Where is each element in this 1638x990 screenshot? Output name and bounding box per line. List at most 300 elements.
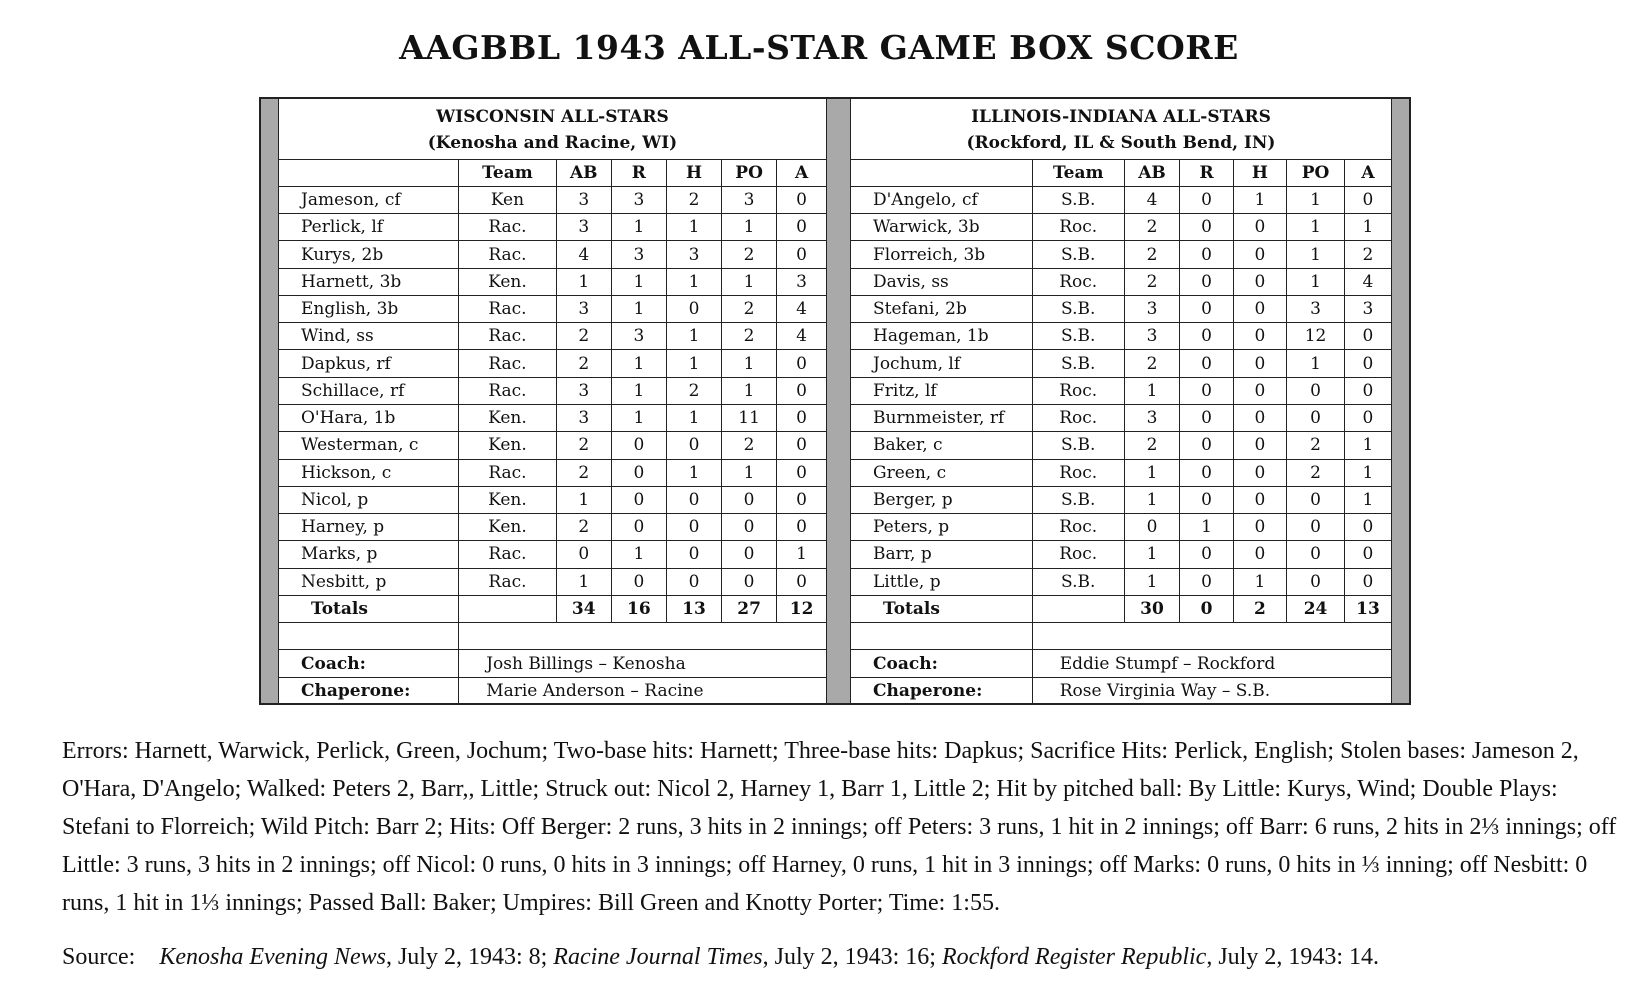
player-h: 0 [1233, 486, 1286, 513]
player-ab: 1 [556, 486, 611, 513]
player-name: Baker, c [851, 432, 1033, 459]
player-r: 1 [611, 214, 666, 241]
player-name: Berger, p [851, 486, 1033, 513]
player-ab: 2 [556, 459, 611, 486]
player-team: Roc. [1032, 459, 1124, 486]
player-ab: 3 [556, 214, 611, 241]
blank-label [851, 623, 1033, 650]
player-h: 0 [1233, 323, 1286, 350]
player-ab: 0 [1124, 514, 1180, 541]
player-ab: 3 [1124, 295, 1180, 322]
player-ab: 2 [556, 514, 611, 541]
player-r: 0 [1180, 268, 1233, 295]
player-a: 3 [777, 268, 827, 295]
player-h: 1 [666, 214, 721, 241]
player-h: 3 [666, 241, 721, 268]
player-row [279, 541, 827, 568]
chaperone-label: Chaperone: [279, 677, 459, 704]
player-name: Wind, ss [279, 323, 459, 350]
player-team: Rac. [459, 214, 557, 241]
player-name: Peters, p [851, 514, 1033, 541]
totals-r: 0 [1180, 595, 1233, 622]
player-po: 0 [722, 568, 777, 595]
blank-cell [1032, 623, 1391, 650]
player-r: 0 [1180, 432, 1233, 459]
player-ab: 4 [556, 241, 611, 268]
player-po: 1 [1287, 241, 1345, 268]
player-r: 0 [1180, 214, 1233, 241]
player-a: 0 [1344, 514, 1391, 541]
player-h: 0 [1233, 377, 1286, 404]
team-subtitle: (Rockford, IL & South Bend, IN) [966, 133, 1276, 154]
player-h: 0 [1233, 214, 1286, 241]
player-row [279, 268, 827, 295]
player-team: Rac. [459, 323, 557, 350]
left-gray-bar [259, 97, 278, 705]
player-row [279, 568, 827, 595]
player-h: 0 [1233, 541, 1286, 568]
player-name: Barr, p [851, 541, 1033, 568]
player-name: Nicol, p [279, 486, 459, 513]
totals-team [1032, 595, 1124, 622]
player-r: 0 [611, 568, 666, 595]
illinois-box-score [850, 97, 1392, 705]
player-team: Ken. [459, 404, 557, 431]
player-a: 1 [1344, 486, 1391, 513]
totals-row [851, 595, 1392, 622]
player-po: 1 [1287, 350, 1345, 377]
player-name: Stefani, 2b [851, 295, 1033, 322]
player-team: Ken. [459, 514, 557, 541]
player-h: 0 [1233, 404, 1286, 431]
player-team: Rac. [459, 459, 557, 486]
player-h: 1 [666, 268, 721, 295]
player-row [279, 295, 827, 322]
player-r: 0 [1180, 404, 1233, 431]
player-ab: 2 [556, 350, 611, 377]
column-header-team: Team [1032, 159, 1124, 186]
player-row [851, 377, 1392, 404]
player-row [279, 432, 827, 459]
totals-r: 16 [611, 595, 666, 622]
illinois-table [850, 97, 1392, 705]
totals-row [279, 595, 827, 622]
totals-team [459, 595, 557, 622]
player-name: Kurys, 2b [279, 241, 459, 268]
player-row [851, 459, 1392, 486]
player-ab: 2 [1124, 268, 1180, 295]
player-name: Hickson, c [279, 459, 459, 486]
player-row [851, 432, 1392, 459]
player-team: Roc. [1032, 404, 1124, 431]
team-name: WISCONSIN ALL-STARS [436, 107, 669, 128]
column-header-a: A [1344, 159, 1391, 186]
player-ab: 1 [1124, 568, 1180, 595]
player-a: 0 [777, 514, 827, 541]
player-r: 1 [611, 404, 666, 431]
player-h: 0 [1233, 241, 1286, 268]
player-a: 0 [777, 459, 827, 486]
player-h: 0 [1233, 295, 1286, 322]
player-team: Rac. [459, 241, 557, 268]
player-row [851, 514, 1392, 541]
player-a: 0 [1344, 323, 1391, 350]
player-row [851, 241, 1392, 268]
player-name: English, 3b [279, 295, 459, 322]
player-name: Schillace, rf [279, 377, 459, 404]
player-r: 1 [611, 541, 666, 568]
totals-label: Totals [851, 595, 1033, 622]
player-ab: 2 [1124, 214, 1180, 241]
player-h: 0 [666, 514, 721, 541]
player-po: 2 [1287, 432, 1345, 459]
player-row [851, 214, 1392, 241]
player-row [851, 486, 1392, 513]
player-po: 2 [722, 323, 777, 350]
column-header-po: PO [722, 159, 777, 186]
column-header-r: R [1180, 159, 1233, 186]
player-a: 1 [777, 541, 827, 568]
player-name: Warwick, 3b [851, 214, 1033, 241]
wisconsin-table [278, 97, 827, 705]
player-team: Ken. [459, 268, 557, 295]
player-po: 2 [722, 241, 777, 268]
player-r: 0 [1180, 295, 1233, 322]
player-row [279, 214, 827, 241]
column-header-ab: AB [1124, 159, 1180, 186]
player-h: 1 [666, 323, 721, 350]
player-r: 0 [1180, 459, 1233, 486]
player-name: Marks, p [279, 541, 459, 568]
totals-po: 24 [1287, 595, 1345, 622]
player-row [279, 377, 827, 404]
player-r: 0 [1180, 323, 1233, 350]
player-name: Florreich, 3b [851, 241, 1033, 268]
player-name: Dapkus, rf [279, 350, 459, 377]
player-row [279, 459, 827, 486]
player-row [279, 323, 827, 350]
player-a: 0 [777, 377, 827, 404]
source-line [62, 940, 1622, 974]
blank-label [279, 623, 459, 650]
player-ab: 3 [556, 295, 611, 322]
player-h: 1 [666, 350, 721, 377]
player-a: 0 [777, 214, 827, 241]
player-team: Rac. [459, 541, 557, 568]
player-a: 0 [777, 241, 827, 268]
player-h: 1 [666, 459, 721, 486]
player-r: 3 [611, 186, 666, 213]
player-po: 1 [1287, 214, 1345, 241]
player-r: 1 [611, 268, 666, 295]
player-r: 1 [611, 295, 666, 322]
player-team: Roc. [1032, 541, 1124, 568]
blank-cell [459, 623, 827, 650]
player-r: 0 [1180, 186, 1233, 213]
player-team: S.B. [1032, 486, 1124, 513]
player-team: S.B. [1032, 186, 1124, 213]
team-header [279, 98, 827, 160]
player-r: 3 [611, 323, 666, 350]
player-ab: 2 [556, 432, 611, 459]
player-ab: 3 [556, 186, 611, 213]
player-name: Burnmeister, rf [851, 404, 1033, 431]
player-po: 0 [1287, 404, 1345, 431]
column-header-h: H [666, 159, 721, 186]
player-r: 0 [611, 432, 666, 459]
player-row [279, 350, 827, 377]
player-ab: 3 [1124, 323, 1180, 350]
player-team: Rac. [459, 377, 557, 404]
player-h: 2 [666, 186, 721, 213]
player-ab: 1 [1124, 377, 1180, 404]
player-team: S.B. [1032, 241, 1124, 268]
player-h: 0 [1233, 459, 1286, 486]
player-ab: 2 [1124, 241, 1180, 268]
player-row [279, 404, 827, 431]
player-a: 0 [1344, 404, 1391, 431]
column-header-po: PO [1287, 159, 1345, 186]
player-h: 0 [666, 568, 721, 595]
chaperone-name: Rose Virginia Way – S.B. [1032, 677, 1391, 704]
player-po: 11 [722, 404, 777, 431]
player-r: 0 [1180, 541, 1233, 568]
player-a: 2 [1344, 241, 1391, 268]
player-r: 0 [611, 486, 666, 513]
chaperone-label: Chaperone: [851, 677, 1033, 704]
player-po: 12 [1287, 323, 1345, 350]
player-row [851, 295, 1392, 322]
player-r: 0 [1180, 486, 1233, 513]
player-team: Rac. [459, 568, 557, 595]
player-row [279, 486, 827, 513]
player-ab: 1 [556, 568, 611, 595]
player-po: 1 [1287, 186, 1345, 213]
player-a: 0 [1344, 568, 1391, 595]
player-a: 0 [777, 568, 827, 595]
box-score [259, 97, 1411, 705]
page-title: AAGBBL 1943 ALL-STAR GAME BOX SCORE [399, 28, 1239, 67]
player-team: Roc. [1032, 377, 1124, 404]
player-name: Nesbitt, p [279, 568, 459, 595]
player-r: 0 [1180, 377, 1233, 404]
player-ab: 3 [556, 404, 611, 431]
player-h: 0 [666, 541, 721, 568]
player-h: 2 [666, 377, 721, 404]
player-name: O'Hara, 1b [279, 404, 459, 431]
player-po: 0 [722, 486, 777, 513]
source-detail-2: , July 2, 1943: 16; [762, 944, 942, 970]
player-h: 0 [1233, 268, 1286, 295]
player-team: S.B. [1032, 350, 1124, 377]
player-team: S.B. [1032, 323, 1124, 350]
player-r: 3 [611, 241, 666, 268]
player-row [851, 568, 1392, 595]
player-po: 1 [722, 377, 777, 404]
player-r: 0 [1180, 350, 1233, 377]
player-a: 0 [777, 404, 827, 431]
source-detail-3: , July 2, 1943: 14. [1206, 944, 1380, 970]
player-r: 0 [1180, 568, 1233, 595]
source-title-3: Rockford Register Republic [941, 944, 1207, 970]
player-name: Harney, p [279, 514, 459, 541]
player-name: Little, p [851, 568, 1033, 595]
column-header-ab: AB [556, 159, 611, 186]
player-r: 0 [1180, 241, 1233, 268]
right-gray-bar [1392, 97, 1411, 705]
player-ab: 0 [556, 541, 611, 568]
player-team: Ken [459, 186, 557, 213]
center-gray-bar [827, 97, 850, 705]
player-name: Perlick, lf [279, 214, 459, 241]
player-ab: 2 [1124, 350, 1180, 377]
player-row [851, 268, 1392, 295]
player-r: 1 [1180, 514, 1233, 541]
player-h: 0 [1233, 432, 1286, 459]
player-po: 0 [1287, 568, 1345, 595]
player-h: 1 [1233, 186, 1286, 213]
player-name: Green, c [851, 459, 1033, 486]
player-team: Ken. [459, 432, 557, 459]
source-detail-1: , July 2, 1943: 8; [385, 944, 554, 970]
player-a: 4 [777, 323, 827, 350]
player-h: 1 [1233, 568, 1286, 595]
totals-a: 12 [777, 595, 827, 622]
player-po: 2 [1287, 459, 1345, 486]
team-name: ILLINOIS-INDIANA ALL-STARS [971, 107, 1271, 128]
player-h: 1 [666, 404, 721, 431]
game-notes: Errors: Harnett, Warwick, Perlick, Green, Jochum; Two-base hits: Harnett; Three-base hits: Dapkus; Sacrifice Hits: Perlick, English; Stolen bases: Jameson 2, O'Hara, D'Angelo; Walked: Peters 2, Barr,, Little; Struck out: Nicol 2, Harney 1, Barr 1, Little 2; Hit by pitched ball: By Little: Kurys, Wind; Double Plays: Stefani to Florreich; Wild Pitch: Barr 2; Hits: Off Berger: 2 runs, 3 hits in 2 innings; off Peters: 3 runs, 1 hit in 2 innings; off Barr: 6 runs, 2 hits in 2⅓ innings; off Little: 3 runs, 3 hits in 2 innings; off Nicol: 0 runs, 0 hits in 3 innings; off Harney, 0 runs, 1 hit in 3 innings; off Marks: 0 runs, 0 hits in ⅓ inning; off Nesbitt: 0 runs, 1 hit in 1⅓ innings; Passed Ball: Baker; Umpires: Bill Green and Knotty Porter; Time: 1:55. [62, 738, 1617, 916]
player-po: 0 [1287, 377, 1345, 404]
player-team: Ken. [459, 486, 557, 513]
player-a: 1 [1344, 432, 1391, 459]
player-row [851, 186, 1392, 213]
totals-a: 13 [1344, 595, 1391, 622]
column-header-player [279, 159, 459, 186]
player-name: D'Angelo, cf [851, 186, 1033, 213]
column-header-a: A [777, 159, 827, 186]
player-a: 0 [777, 432, 827, 459]
player-r: 1 [611, 350, 666, 377]
player-name: Jameson, cf [279, 186, 459, 213]
player-ab: 4 [1124, 186, 1180, 213]
player-name: Harnett, 3b [279, 268, 459, 295]
player-po: 1 [722, 214, 777, 241]
player-team: S.B. [1032, 295, 1124, 322]
player-po: 1 [722, 268, 777, 295]
player-po: 3 [722, 186, 777, 213]
column-header-team: Team [459, 159, 557, 186]
player-a: 3 [1344, 295, 1391, 322]
player-row [279, 514, 827, 541]
player-po: 0 [1287, 486, 1345, 513]
chaperone-name: Marie Anderson – Racine [459, 677, 827, 704]
player-row [279, 241, 827, 268]
player-ab: 1 [1124, 459, 1180, 486]
player-a: 0 [1344, 186, 1391, 213]
player-po: 1 [722, 459, 777, 486]
player-ab: 2 [556, 323, 611, 350]
player-a: 1 [1344, 459, 1391, 486]
player-team: Roc. [1032, 214, 1124, 241]
source-title-2: Racine Journal Times [553, 944, 763, 970]
totals-h: 13 [666, 595, 721, 622]
player-r: 1 [611, 377, 666, 404]
player-h: 0 [666, 295, 721, 322]
totals-ab: 30 [1124, 595, 1180, 622]
player-r: 0 [611, 514, 666, 541]
column-header-player [851, 159, 1033, 186]
player-team: Rac. [459, 295, 557, 322]
player-team: Rac. [459, 350, 557, 377]
player-name: Hageman, 1b [851, 323, 1033, 350]
column-header-r: R [611, 159, 666, 186]
player-po: 1 [722, 350, 777, 377]
player-h: 0 [666, 486, 721, 513]
player-po: 0 [1287, 514, 1345, 541]
player-ab: 3 [1124, 404, 1180, 431]
totals-po: 27 [722, 595, 777, 622]
player-po: 3 [1287, 295, 1345, 322]
player-ab: 1 [556, 268, 611, 295]
player-po: 0 [722, 541, 777, 568]
coach-label: Coach: [279, 650, 459, 677]
player-name: Westerman, c [279, 432, 459, 459]
player-team: Roc. [1032, 268, 1124, 295]
wisconsin-box-score [278, 97, 827, 705]
player-po: 0 [722, 514, 777, 541]
player-a: 4 [777, 295, 827, 322]
player-a: 0 [1344, 350, 1391, 377]
player-h: 0 [666, 432, 721, 459]
player-po: 2 [722, 432, 777, 459]
player-ab: 3 [556, 377, 611, 404]
source-title-1: Kenosha Evening News [159, 944, 386, 970]
player-a: 0 [1344, 541, 1391, 568]
player-ab: 1 [1124, 541, 1180, 568]
player-row [851, 350, 1392, 377]
player-row [851, 541, 1392, 568]
player-a: 0 [777, 350, 827, 377]
player-row [279, 186, 827, 213]
player-name: Fritz, lf [851, 377, 1033, 404]
player-ab: 1 [1124, 486, 1180, 513]
player-po: 2 [722, 295, 777, 322]
player-row [851, 323, 1392, 350]
player-h: 0 [1233, 350, 1286, 377]
player-h: 0 [1233, 514, 1286, 541]
player-a: 0 [777, 186, 827, 213]
totals-h: 2 [1233, 595, 1286, 622]
player-a: 0 [1344, 377, 1391, 404]
player-name: Davis, ss [851, 268, 1033, 295]
totals-label: Totals [279, 595, 459, 622]
player-a: 4 [1344, 268, 1391, 295]
coach-label: Coach: [851, 650, 1033, 677]
player-team: Roc. [1032, 514, 1124, 541]
player-po: 1 [1287, 268, 1345, 295]
column-header-h: H [1233, 159, 1286, 186]
player-team: S.B. [1032, 432, 1124, 459]
player-name: Jochum, lf [851, 350, 1033, 377]
source-label: Source: [62, 944, 136, 970]
coach-name: Josh Billings – Kenosha [459, 650, 827, 677]
team-subtitle: (Kenosha and Racine, WI) [427, 133, 678, 154]
player-po: 0 [1287, 541, 1345, 568]
player-r: 0 [611, 459, 666, 486]
team-header [851, 98, 1392, 160]
player-team: S.B. [1032, 568, 1124, 595]
